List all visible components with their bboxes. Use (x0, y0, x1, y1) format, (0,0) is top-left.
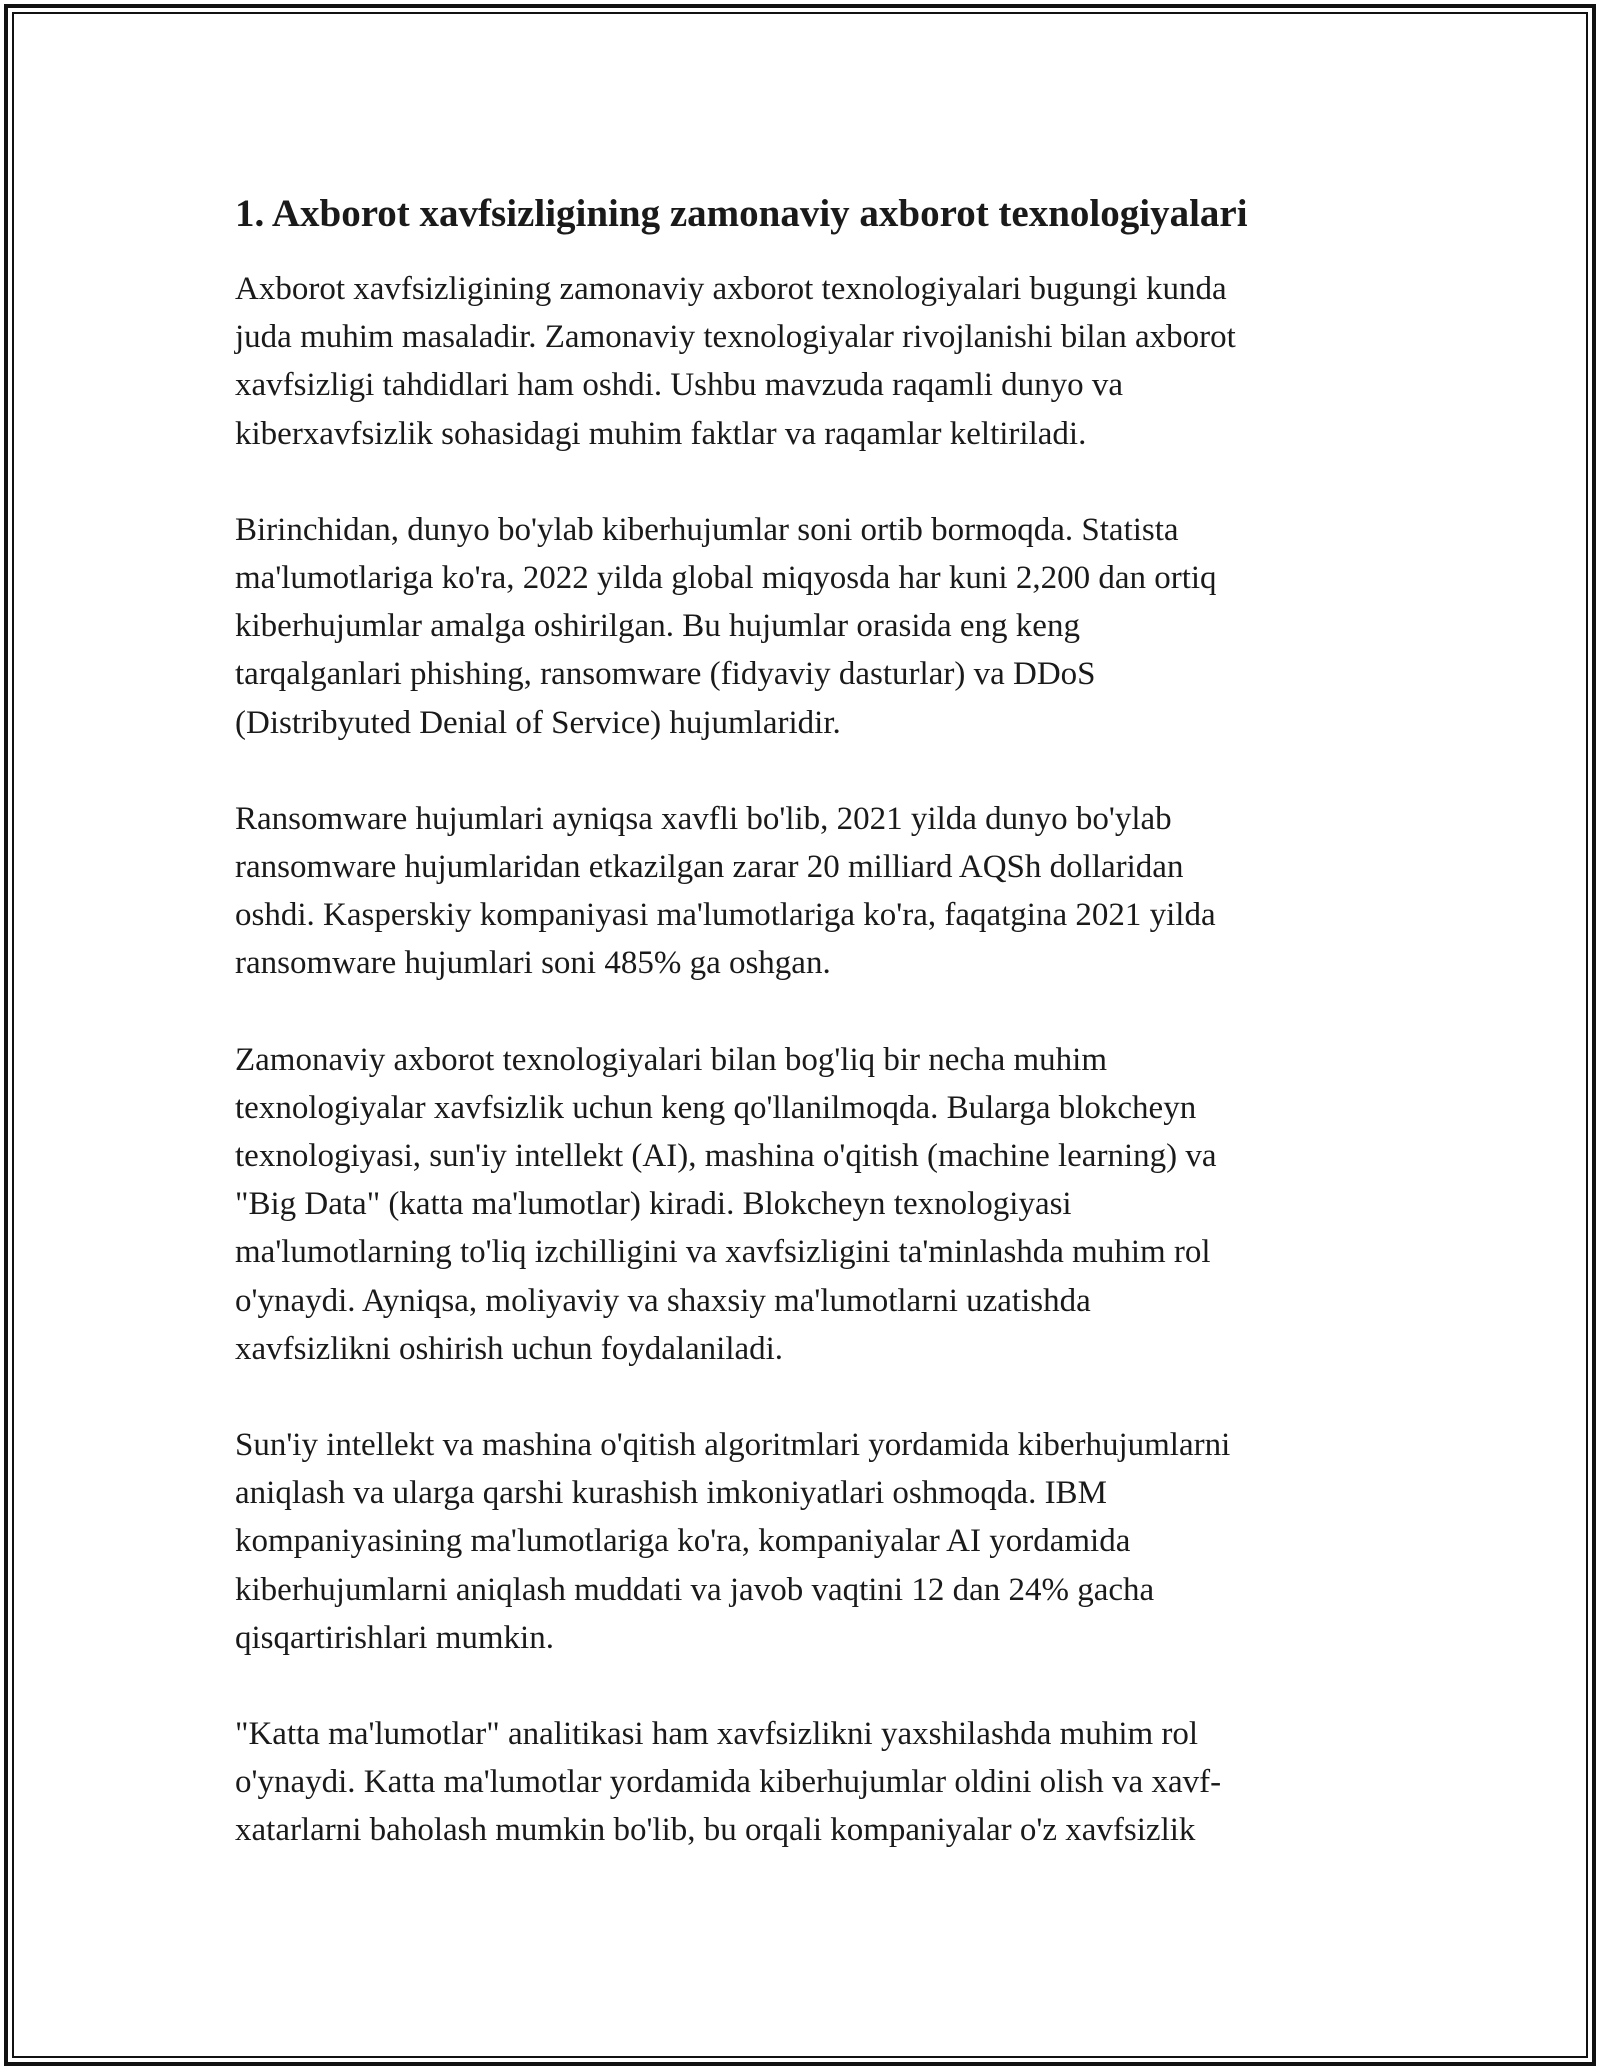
text-line: o'ynaydi. Katta ma'lumotlar yordamida kiberhujumlar oldini olish va xavf- (235, 1764, 1222, 1801)
text-line: tarqalganlari phishing, ransomware (fidyaviy dasturlar) va DDoS (235, 656, 1096, 693)
text-line: kompaniyasining ma'lumotlariga ko'ra, kompaniyalar AI yordamida (235, 1523, 1131, 1560)
text-line: texnologiyasi, sun'iy intellekt (AI), mashina o'qitish (machine learning) va (235, 1138, 1217, 1175)
paragraph-ransomware (235, 795, 1365, 988)
text-line: Axborot xavfsizligining zamonaviy axborot texnologiyalari bugungi kunda (235, 271, 1227, 307)
paragraph-intro (235, 265, 1365, 458)
text-line: (Distribyuted Denial of Service) hujumlaridir. (235, 704, 841, 741)
text-line: oshdi. Kasperskiy kompaniyasi ma'lumotlariga ko'ra, faqatgina 2021 yilda (235, 897, 1216, 934)
text-line: kiberhujumlar amalga oshirilgan. Bu hujumlar orasida eng keng (235, 608, 1080, 645)
text-line: "Big Data" (katta ma'lumotlar) kiradi. Blokcheyn texnologiyasi (235, 1186, 1072, 1223)
text-line: Birinchidan, dunyo bo'ylab kiberhujumlar soni ortib bormoqda. Statista (235, 511, 1179, 548)
text-line: Zamonaviy axborot texnologiyalari bilan bog'liq bir necha muhim (235, 1041, 1107, 1078)
text-line: Sun'iy intellekt va mashina o'qitish algoritmlari yordamida kiberhujumlarni (235, 1427, 1231, 1464)
text-line: "Katta ma'lumotlar" analitikasi ham xavfsizlikni yaxshilashda muhim rol (235, 1716, 1199, 1753)
section-heading: 1. Axborot xavfsizligining zamonaviy axborot texnologiyalari (235, 192, 1248, 235)
text-line: Ransomware hujumlari ayniqsa xavfli bo'lib, 2021 yilda dunyo bo'ylab (235, 800, 1172, 837)
text-line: ransomware hujumlari soni 485% ga oshgan. (235, 945, 831, 982)
text-line: aniqlash va ularga qarshi kurashish imkoniyatlari oshmoqda. IBM (235, 1475, 1107, 1512)
text-line: o'ynaydi. Ayniqsa, moliyaviy va shaxsiy ma'lumotlarni uzatishda (235, 1282, 1091, 1319)
text-line: xatarlarni baholash mumkin bo'lib, bu orqali kompaniyalar o'z xavfsizlik (235, 1812, 1196, 1849)
text-line: ma'lumotlariga ko'ra, 2022 yilda global miqyosda har kuni 2,200 dan ortiq (235, 560, 1217, 597)
text-line: xavfsizlikni oshirish uchun foydalaniladi. (235, 1330, 784, 1367)
text-line: juda muhim masaladir. Zamonaviy texnologiyalar rivojlanishi bilan axborot (235, 319, 1236, 356)
text-line: texnologiyalar xavfsizlik uchun keng qo'llanilmoqda. Bularga blokcheyn (235, 1089, 1197, 1126)
paragraph-big-data (235, 1710, 1365, 1855)
text-line: xavfsizligi tahdidlari ham oshdi. Ushbu mavzuda raqamli dunyo va (235, 367, 1124, 404)
paragraph-cyberattacks (235, 506, 1365, 747)
paragraph-ai (235, 1421, 1365, 1662)
text-line: kiberhujumlarni aniqlash muddati va javob vaqtini 12 dan 24% gacha (235, 1571, 1155, 1608)
text-line: kiberxavfsizlik sohasidagi muhim faktlar va raqamlar keltiriladi. (235, 415, 1087, 452)
text-line: ma'lumotlarning to'liq izchilligini va xavfsizligini ta'minlashda muhim rol (235, 1234, 1211, 1271)
text-line: qisqartirishlari mumkin. (235, 1619, 554, 1656)
text-line: ransomware hujumlaridan etkazilgan zarar 20 milliard AQSh dollaridan (235, 849, 1184, 886)
document-body (235, 188, 1365, 1903)
paragraph-technologies (235, 1036, 1365, 1373)
